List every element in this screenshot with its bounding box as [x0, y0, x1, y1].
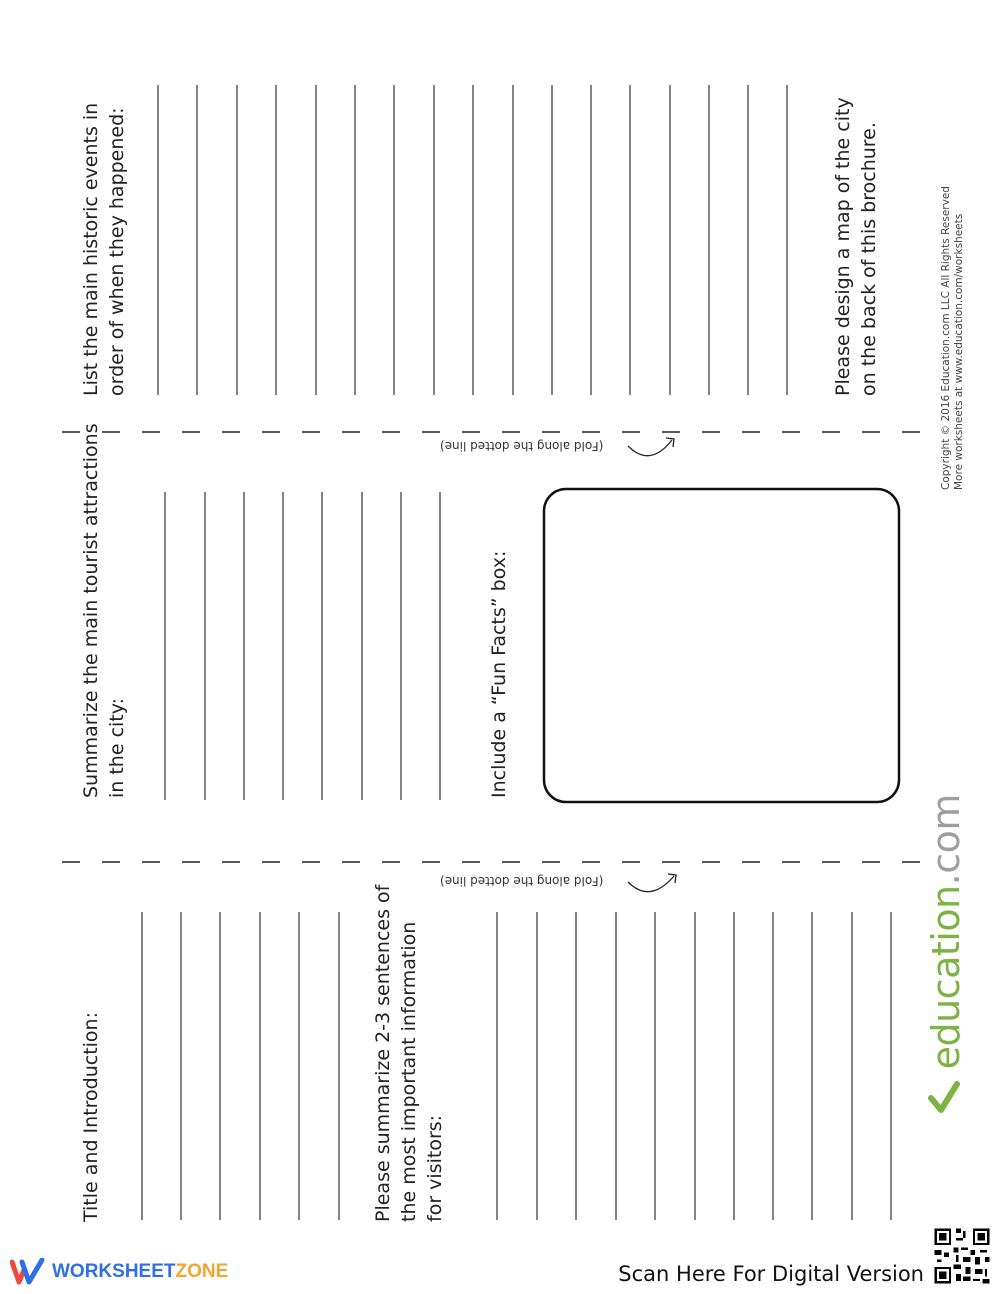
summary-prompt-line: for visitors:: [424, 1114, 446, 1222]
curved-arrow-icon: [628, 874, 676, 892]
map-prompt: [830, 97, 882, 396]
copyright-line: Copyright © 2016 Education.com LLC All Rights Reserved: [940, 186, 952, 490]
fun-facts-prompt: Include a “Fun Facts” box:: [488, 550, 510, 798]
curved-arrow-icon: [628, 438, 674, 456]
copyright-line: More worksheets at www.education.com/worksheets: [953, 213, 965, 490]
worksheet-zone-logo[interactable]: [10, 1256, 228, 1288]
footer: [0, 1250, 1000, 1294]
copyright-note: [940, 186, 966, 490]
map-prompt-line: on the back of this brochure.: [858, 122, 880, 396]
events-prompt: [78, 103, 130, 396]
scan-text: Scan Here For Digital Version: [618, 1262, 924, 1286]
worksheet-zone-word: WORKSHEET: [52, 1261, 176, 1282]
fun-facts-box: [544, 489, 899, 802]
summary-prompt: [370, 885, 448, 1222]
attractions-prompt-line: Summarize the main tourist attractions: [80, 423, 102, 798]
worksheet-zone-icon: [10, 1258, 46, 1286]
fold-hint: (Fold along the dotted line): [440, 874, 604, 888]
worksheet-zone-word2: ZONE: [175, 1261, 229, 1282]
fold-hint: (Fold along the dotted line): [440, 439, 604, 453]
summary-prompt-line: Please summarize 2-3 sentences of: [372, 884, 394, 1222]
qr-code-icon[interactable]: [932, 1226, 992, 1286]
checkmark-logo-icon: [926, 1081, 971, 1115]
events-prompt-line: List the main historic events in: [80, 102, 102, 396]
summary-prompt-line: the most important information: [398, 921, 420, 1222]
worksheet-zone-name: [52, 1261, 228, 1283]
attractions-prompt: [78, 423, 130, 798]
education-logo-suffix: .com: [924, 794, 968, 886]
title-prompt: Title and Introduction:: [80, 1011, 102, 1222]
education-logo-name: education: [924, 885, 968, 1070]
events-prompt-line: order of when they happened:: [106, 107, 128, 396]
attractions-prompt-line: in the city:: [106, 697, 128, 798]
education-logo: [924, 794, 971, 1115]
map-prompt-line: Please design a map of the city: [832, 97, 854, 396]
